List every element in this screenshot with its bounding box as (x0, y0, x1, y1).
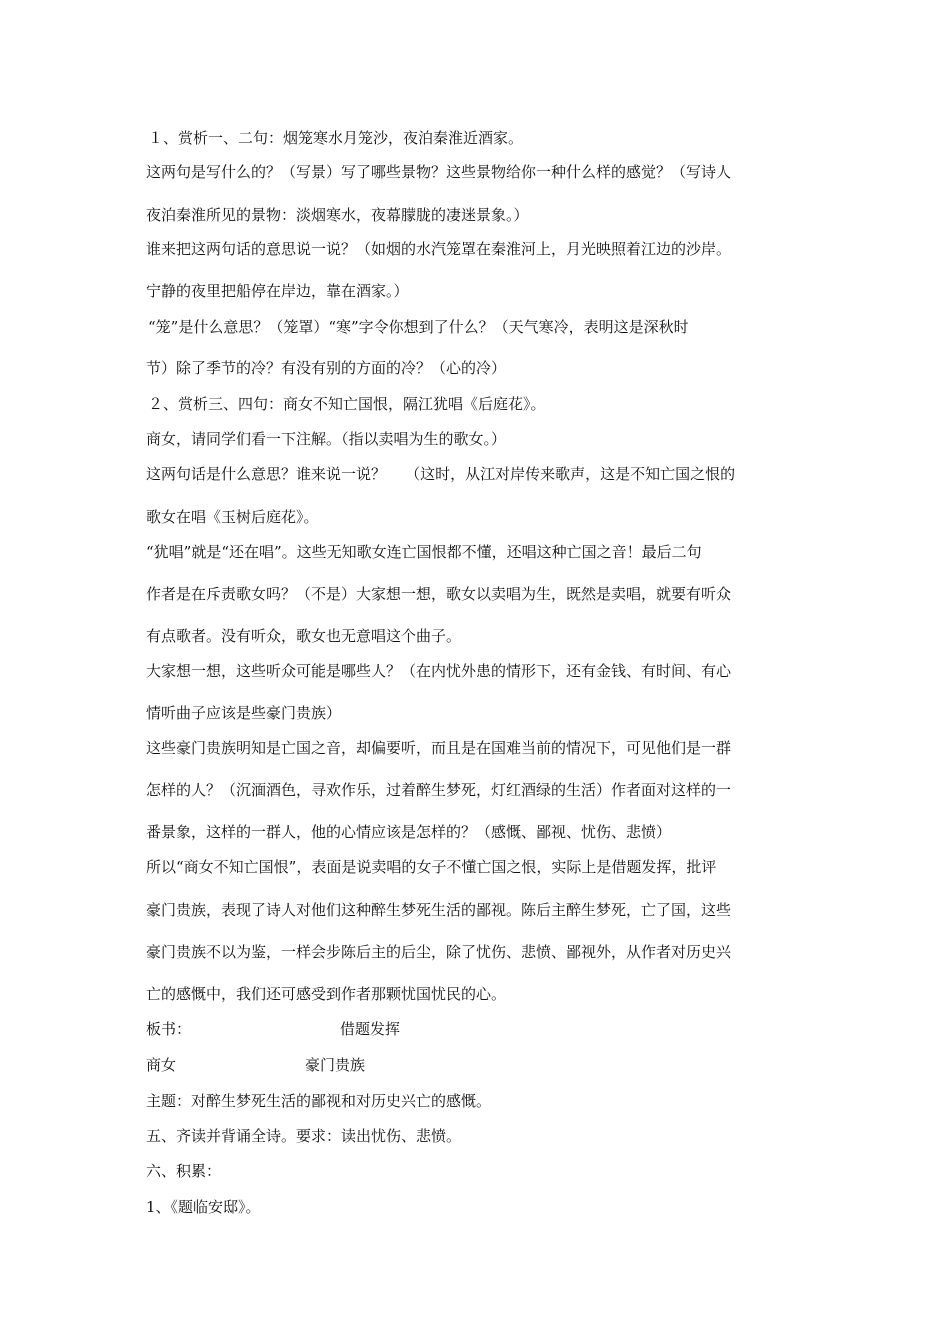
paragraph-line: 豪门贵族不以为鉴，一样会步陈后主的后尘，除了忧伤、悲愤、鄙视外，从作者对历史兴 (146, 943, 732, 961)
paragraph-line: 夜泊秦淮所见的景物：淡烟寒水，夜幕朦胧的凄迷景象。） (146, 206, 529, 224)
paragraph-line: 这些豪门贵族明知是亡国之音，却偏要听，而且是在国难当前的情况下，可见他们是一群 (146, 739, 732, 757)
paragraph-line: 这两句话是什么意思？谁来说一说？ （这时，从江对岸传来歌声，这是不知亡国之恨的 (146, 465, 736, 483)
paragraph-line: 情听曲子应该是些豪门贵族） (146, 704, 342, 722)
paragraph-line: “笼”是什么意思？（笼罩）“寒”字令你想到了什么？（天气寒冷，表明这是深秋时 (148, 318, 689, 336)
section-5-heading: 五、齐读并背诵全诗。要求：读出忧伤、悲愤。 (146, 1127, 462, 1145)
list-item: 1、《题临安邸》。 (146, 1198, 261, 1216)
paragraph-line: 番景象，这样的一群人，他的心情应该是怎样的？（感慨、鄙视、忧伤、悲愤） (146, 823, 672, 841)
board-top-right: 借题发挥 (340, 1020, 401, 1038)
paragraph-line: 有点歌者。没有听众，歌女也无意唱这个曲子。 (146, 627, 462, 645)
paragraph-line: 歌女在唱《玉树后庭花》。 (146, 508, 319, 526)
board-label: 板书： (146, 1020, 192, 1038)
section-2-heading: ２、赏析三、四句：商女不知亡国恨，隔江犹唱《后庭花》。 (148, 395, 546, 413)
paragraph-line: 怎样的人？（沉湎酒色，寻欢作乐，过着醉生梦死，灯红酒绿的生活）作者面对这样的一 (146, 781, 732, 799)
paragraph-line: 大家想一想，这些听众可能是哪些人？（在内忧外患的情形下，还有金钱、有时间、有心 (146, 662, 732, 680)
paragraph-line: 所以“商女不知亡国恨”，表面是说卖唱的女子不懂亡国之恨，实际上是借题发挥，批评 (146, 858, 717, 876)
paragraph-line: 这两句是写什么的？（写景）写了哪些景物？这些景物给你一种什么样的感觉？（写诗人 (146, 163, 732, 181)
board-right: 豪门贵族 (305, 1056, 366, 1074)
paragraph-line: 节）除了季节的冷？有没有别的方面的冷？（心的冷） (146, 359, 507, 377)
board-left: 商女 (146, 1056, 177, 1074)
paragraph-line: 亡的感慨中，我们还可感受到作者那颗忧国忧民的心。 (146, 985, 507, 1003)
theme-line: 主题：对醉生梦死生活的鄙视和对历史兴亡的感慨。 (146, 1092, 492, 1110)
paragraph-line: 商女，请同学们看一下注解。（指以卖唱为生的歌女。） (146, 430, 507, 448)
paragraph-line: 豪门贵族，表现了诗人对他们这种醉生梦死生活的鄙视。陈后主醉生梦死，亡了国，这些 (146, 901, 732, 919)
paragraph-line: “犹唱”就是“还在唱”。这些无知歌女连亡国恨都不懂，还唱这种亡国之音！最后二句 (146, 543, 702, 561)
section-6-heading: 六、积累： (146, 1162, 222, 1180)
paragraph-line: 谁来把这两句话的意思说一说？（如烟的水汽笼罩在秦淮河上，月光映照着江边的沙岸。 (146, 240, 732, 258)
paragraph-line: 作者是在斥责歌女吗？（不是）大家想一想，歌女以卖唱为生，既然是卖唱，就要有听众 (146, 585, 732, 603)
paragraph-line: 宁静的夜里把船停在岸边，靠在酒家。） (146, 282, 409, 300)
section-1-heading: １、赏析一、二句：烟笼寒水月笼沙，夜泊秦淮近酒家。 (148, 129, 524, 147)
